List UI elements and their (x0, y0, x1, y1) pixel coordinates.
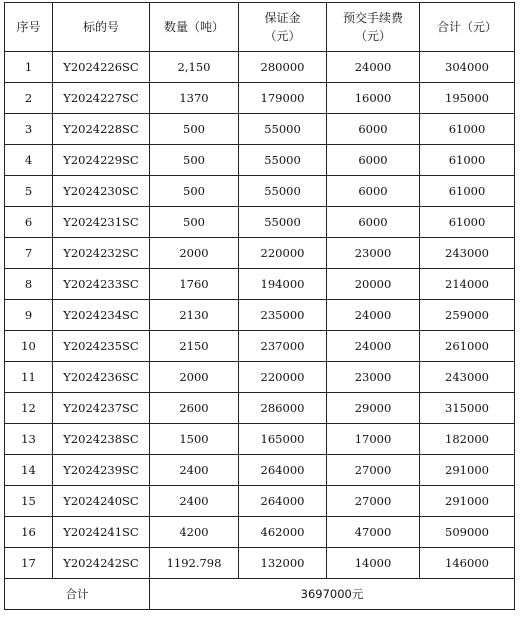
cell-prepaid-fee: 17000 (327, 424, 420, 455)
cell-deposit: 55000 (239, 145, 327, 176)
cell-deposit: 220000 (239, 362, 327, 393)
table-row (5, 52, 515, 83)
cell-serial-number: 3 (5, 114, 53, 145)
cell-quantity: 2400 (150, 486, 239, 517)
cell-serial-number: 2 (5, 83, 53, 114)
cell-serial-number: 10 (5, 331, 53, 362)
cell-lot-number: Y2024235SC (53, 331, 150, 362)
cell-prepaid-fee: 29000 (327, 393, 420, 424)
cell-prepaid-fee: 27000 (327, 486, 420, 517)
cell-prepaid-fee: 6000 (327, 207, 420, 238)
cell-serial-number: 13 (5, 424, 53, 455)
cell-prepaid-fee: 23000 (327, 362, 420, 393)
cell-prepaid-fee: 20000 (327, 269, 420, 300)
cell-serial-number: 8 (5, 269, 53, 300)
cell-deposit: 55000 (239, 207, 327, 238)
table-row (5, 455, 515, 486)
table-row (5, 393, 515, 424)
cell-lot-number: Y2024227SC (53, 83, 150, 114)
cell-deposit: 264000 (239, 455, 327, 486)
cell-deposit: 179000 (239, 83, 327, 114)
cell-quantity: 2600 (150, 393, 239, 424)
cell-prepaid-fee: 24000 (327, 52, 420, 83)
cell-serial-number: 7 (5, 238, 53, 269)
cell-prepaid-fee: 6000 (327, 176, 420, 207)
cell-prepaid-fee: 24000 (327, 300, 420, 331)
table-row (5, 300, 515, 331)
cell-quantity: 500 (150, 145, 239, 176)
table-row (5, 331, 515, 362)
cell-lot-number: Y2024232SC (53, 238, 150, 269)
cell-deposit: 286000 (239, 393, 327, 424)
cell-quantity: 500 (150, 176, 239, 207)
cell-subtotal: 61000 (420, 207, 515, 238)
cell-prepaid-fee: 6000 (327, 114, 420, 145)
cell-lot-number: Y2024241SC (53, 517, 150, 548)
cell-serial-number: 11 (5, 362, 53, 393)
cell-lot-number: Y2024236SC (53, 362, 150, 393)
table-row (5, 362, 515, 393)
header-subtotal: 合计（元） (420, 3, 515, 52)
cell-subtotal: 259000 (420, 300, 515, 331)
cell-quantity: 2150 (150, 331, 239, 362)
cell-serial-number: 6 (5, 207, 53, 238)
cell-serial-number: 16 (5, 517, 53, 548)
cell-subtotal: 291000 (420, 486, 515, 517)
cell-lot-number: Y2024233SC (53, 269, 150, 300)
cell-quantity: 1760 (150, 269, 239, 300)
cell-subtotal: 243000 (420, 238, 515, 269)
cell-prepaid-fee: 14000 (327, 548, 420, 579)
table-row (5, 486, 515, 517)
table-total-row (5, 579, 515, 610)
table-row (5, 114, 515, 145)
cell-quantity: 2130 (150, 300, 239, 331)
cell-subtotal: 304000 (420, 52, 515, 83)
cell-deposit: 194000 (239, 269, 327, 300)
cell-serial-number: 17 (5, 548, 53, 579)
cell-serial-number: 5 (5, 176, 53, 207)
cell-lot-number: Y2024240SC (53, 486, 150, 517)
table-row (5, 517, 515, 548)
cell-serial-number: 4 (5, 145, 53, 176)
table-row (5, 238, 515, 269)
cell-subtotal: 261000 (420, 331, 515, 362)
cell-quantity: 2000 (150, 362, 239, 393)
cell-lot-number: Y2024231SC (53, 207, 150, 238)
cell-lot-number: Y2024229SC (53, 145, 150, 176)
table-row (5, 424, 515, 455)
cell-quantity: 1500 (150, 424, 239, 455)
cell-prepaid-fee: 6000 (327, 145, 420, 176)
cell-lot-number: Y2024226SC (53, 52, 150, 83)
cell-quantity: 500 (150, 114, 239, 145)
cell-subtotal: 61000 (420, 145, 515, 176)
table-row (5, 207, 515, 238)
cell-prepaid-fee: 24000 (327, 331, 420, 362)
cell-prepaid-fee: 16000 (327, 83, 420, 114)
cell-deposit: 462000 (239, 517, 327, 548)
cell-subtotal: 61000 (420, 114, 515, 145)
cell-prepaid-fee: 27000 (327, 455, 420, 486)
cell-deposit: 237000 (239, 331, 327, 362)
cell-lot-number: Y2024234SC (53, 300, 150, 331)
header-prepaid-fee: 预交手续费 （元） (327, 3, 420, 52)
cell-quantity: 2,150 (150, 52, 239, 83)
cell-lot-number: Y2024238SC (53, 424, 150, 455)
cell-quantity: 1370 (150, 83, 239, 114)
cell-subtotal: 195000 (420, 83, 515, 114)
cell-quantity: 500 (150, 207, 239, 238)
cell-subtotal: 182000 (420, 424, 515, 455)
cell-quantity: 1192.798 (150, 548, 239, 579)
header-deposit: 保证金 （元） (239, 3, 327, 52)
table-row (5, 145, 515, 176)
total-label: 合计 (5, 579, 150, 610)
cell-lot-number: Y2024239SC (53, 455, 150, 486)
cell-lot-number: Y2024242SC (53, 548, 150, 579)
cell-subtotal: 291000 (420, 455, 515, 486)
cell-prepaid-fee: 23000 (327, 238, 420, 269)
cell-deposit: 235000 (239, 300, 327, 331)
cell-lot-number: Y2024228SC (53, 114, 150, 145)
cell-subtotal: 243000 (420, 362, 515, 393)
deposit-fee-table (4, 2, 515, 610)
cell-deposit: 132000 (239, 548, 327, 579)
cell-deposit: 280000 (239, 52, 327, 83)
table-body (5, 52, 515, 579)
cell-subtotal: 146000 (420, 548, 515, 579)
cell-deposit: 165000 (239, 424, 327, 455)
cell-quantity: 2000 (150, 238, 239, 269)
cell-deposit: 220000 (239, 238, 327, 269)
cell-lot-number: Y2024237SC (53, 393, 150, 424)
cell-quantity: 4200 (150, 517, 239, 548)
table-header-row (5, 3, 515, 52)
cell-subtotal: 315000 (420, 393, 515, 424)
total-value: 3697000元 (150, 579, 515, 610)
cell-deposit: 55000 (239, 176, 327, 207)
cell-deposit: 264000 (239, 486, 327, 517)
cell-lot-number: Y2024230SC (53, 176, 150, 207)
cell-prepaid-fee: 47000 (327, 517, 420, 548)
table-row (5, 176, 515, 207)
cell-quantity: 2400 (150, 455, 239, 486)
table-row (5, 83, 515, 114)
cell-subtotal: 214000 (420, 269, 515, 300)
cell-serial-number: 1 (5, 52, 53, 83)
cell-serial-number: 14 (5, 455, 53, 486)
header-lot-number: 标的号 (53, 3, 150, 52)
cell-deposit: 55000 (239, 114, 327, 145)
cell-serial-number: 15 (5, 486, 53, 517)
deposit-fee-table-page (4, 2, 514, 615)
cell-serial-number: 9 (5, 300, 53, 331)
table-row (5, 548, 515, 579)
cell-serial-number: 12 (5, 393, 53, 424)
cell-subtotal: 61000 (420, 176, 515, 207)
cell-subtotal: 509000 (420, 517, 515, 548)
table-row (5, 269, 515, 300)
header-quantity: 数量（吨） (150, 3, 239, 52)
header-serial-number: 序号 (5, 3, 53, 52)
